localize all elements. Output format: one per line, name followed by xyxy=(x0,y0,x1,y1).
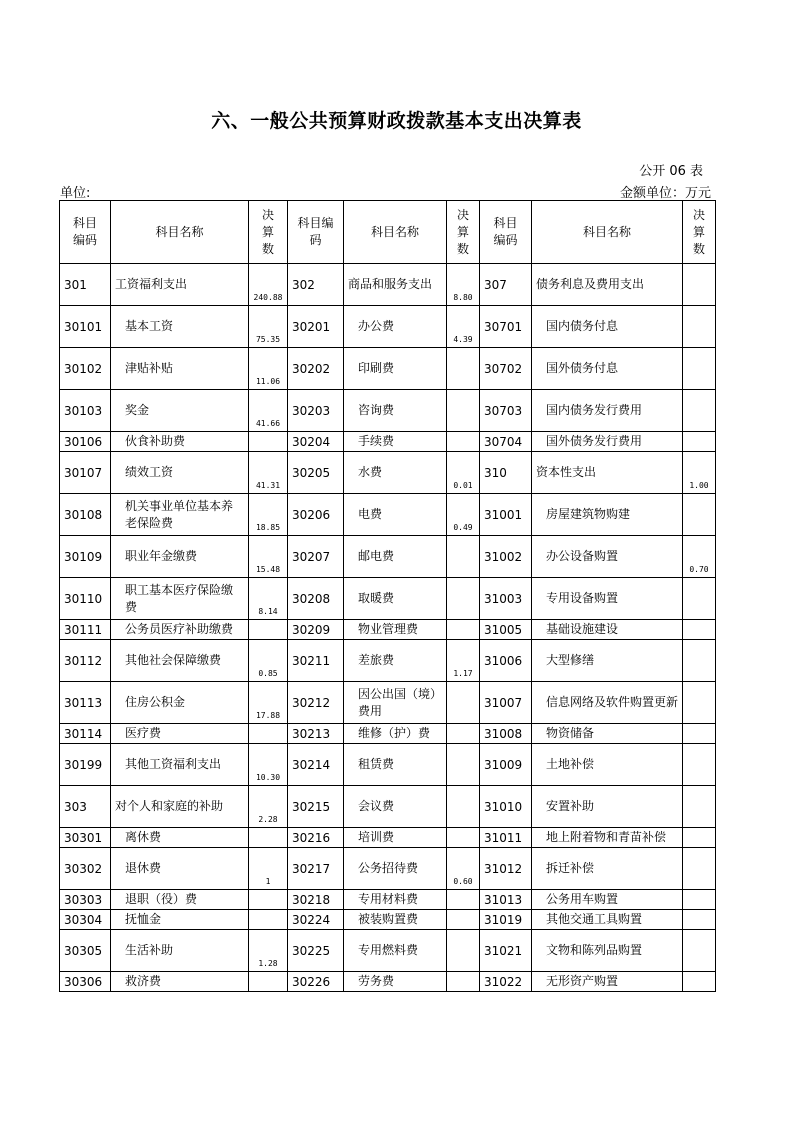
subject-name-cell: 工资福利支出 xyxy=(111,264,249,306)
table-row xyxy=(60,536,716,578)
amount-cell xyxy=(683,264,716,306)
amount-cell: 4.39 xyxy=(447,306,480,348)
table-row xyxy=(60,390,716,432)
amount-cell xyxy=(447,890,480,910)
subject-name-cell: 公务员医疗补助缴费 xyxy=(111,620,249,640)
header-name-3: 科目名称 xyxy=(532,201,683,264)
subject-name-cell: 基本工资 xyxy=(111,306,249,348)
subject-name-cell: 水费 xyxy=(344,452,447,494)
table-row xyxy=(60,494,716,536)
subject-code-cell: 30205 xyxy=(288,452,344,494)
amount-cell: 17.88 xyxy=(249,682,288,724)
unit-label: 单位: xyxy=(60,186,91,201)
subject-name-cell: 伙食补助费 xyxy=(111,432,249,452)
subject-code-cell: 30218 xyxy=(288,890,344,910)
amount-cell xyxy=(447,972,480,992)
amount-cell: 240.88 xyxy=(249,264,288,306)
subject-code-cell: 30112 xyxy=(60,640,111,682)
subject-code-cell: 30306 xyxy=(60,972,111,992)
expenditure-table xyxy=(59,200,716,992)
subject-code-cell: 30304 xyxy=(60,910,111,930)
subject-code-cell: 30226 xyxy=(288,972,344,992)
subject-name-cell: 离休费 xyxy=(111,828,249,848)
header-amount-1 xyxy=(249,201,288,264)
amount-cell xyxy=(447,348,480,390)
header-code-2-text: 科目编 码 xyxy=(297,216,334,247)
subject-name-cell: 拆迁补偿 xyxy=(532,848,683,890)
subject-name-cell: 印刷费 xyxy=(344,348,447,390)
subject-code-cell: 30201 xyxy=(288,306,344,348)
amount-cell xyxy=(447,910,480,930)
amount-cell xyxy=(683,432,716,452)
subject-code-cell: 30216 xyxy=(288,828,344,848)
amount-cell: 15.48 xyxy=(249,536,288,578)
subject-code-cell: 30703 xyxy=(480,390,532,432)
amount-cell xyxy=(683,930,716,972)
amount-unit-label: 金额单位：万元 xyxy=(619,186,711,201)
amount-cell xyxy=(447,786,480,828)
subject-name-cell: 公务招待费 xyxy=(344,848,447,890)
subject-code-cell: 30111 xyxy=(60,620,111,640)
table-row xyxy=(60,890,716,910)
form-number: 公开 06 表 xyxy=(639,164,703,179)
subject-name-cell: 国内债务付息 xyxy=(532,306,683,348)
subject-name-cell: 咨询费 xyxy=(344,390,447,432)
subject-code-cell: 30302 xyxy=(60,848,111,890)
subject-name-cell: 劳务费 xyxy=(344,972,447,992)
subject-name-cell: 被装购置费 xyxy=(344,910,447,930)
subject-code-cell: 30704 xyxy=(480,432,532,452)
subject-name-cell: 国外债务发行费用 xyxy=(532,432,683,452)
subject-code-cell: 30207 xyxy=(288,536,344,578)
amount-cell xyxy=(683,744,716,786)
header-name-1: 科目名称 xyxy=(111,201,249,264)
subject-code-cell: 30209 xyxy=(288,620,344,640)
amount-cell: 0.85 xyxy=(249,640,288,682)
subject-name-cell: 专用材料费 xyxy=(344,890,447,910)
subject-code-cell: 30206 xyxy=(288,494,344,536)
amount-cell xyxy=(683,910,716,930)
subject-name-cell: 津贴补贴 xyxy=(111,348,249,390)
subject-name-cell: 资本性支出 xyxy=(532,452,683,494)
table-row xyxy=(60,972,716,992)
subject-name-cell: 信息网络及软件购置更新 xyxy=(532,682,683,724)
subject-name-cell: 租赁费 xyxy=(344,744,447,786)
subject-name-cell: 专用燃料费 xyxy=(344,930,447,972)
subject-name-cell: 土地补偿 xyxy=(532,744,683,786)
table-row xyxy=(60,682,716,724)
amount-cell: 0.01 xyxy=(447,452,480,494)
subject-code-cell: 30114 xyxy=(60,724,111,744)
subject-code-cell: 30208 xyxy=(288,578,344,620)
header-code-3 xyxy=(480,201,532,264)
subject-name-cell: 医疗费 xyxy=(111,724,249,744)
amount-cell: 1.17 xyxy=(447,640,480,682)
amount-cell: 2.28 xyxy=(249,786,288,828)
subject-code-cell: 31019 xyxy=(480,910,532,930)
amount-cell xyxy=(249,972,288,992)
subject-name-cell: 取暖费 xyxy=(344,578,447,620)
subject-code-cell: 30214 xyxy=(288,744,344,786)
subject-code-cell: 30102 xyxy=(60,348,111,390)
amount-cell xyxy=(683,828,716,848)
subject-name-cell: 职工基本医疗保险缴费 xyxy=(111,578,249,620)
subject-name-cell: 其他交通工具购置 xyxy=(532,910,683,930)
subject-name-cell: 物资储备 xyxy=(532,724,683,744)
subject-name-cell: 文物和陈列品购置 xyxy=(532,930,683,972)
amount-cell xyxy=(683,682,716,724)
amount-cell: 1.00 xyxy=(683,452,716,494)
amount-cell: 11.06 xyxy=(249,348,288,390)
amount-cell: 0.60 xyxy=(447,848,480,890)
subject-code-cell: 302 xyxy=(288,264,344,306)
amount-cell xyxy=(249,724,288,744)
amount-cell: 41.66 xyxy=(249,390,288,432)
table-row xyxy=(60,848,716,890)
subject-code-cell: 307 xyxy=(480,264,532,306)
subject-code-cell: 30113 xyxy=(60,682,111,724)
subject-code-cell: 30101 xyxy=(60,306,111,348)
subject-code-cell: 31002 xyxy=(480,536,532,578)
amount-cell xyxy=(683,724,716,744)
subject-name-cell: 国内债务发行费用 xyxy=(532,390,683,432)
subject-code-cell: 30702 xyxy=(480,348,532,390)
subject-code-cell: 31022 xyxy=(480,972,532,992)
subject-name-cell: 会议费 xyxy=(344,786,447,828)
header-code-3-text: 科目 编码 xyxy=(493,216,518,247)
subject-code-cell: 31012 xyxy=(480,848,532,890)
amount-cell xyxy=(249,432,288,452)
subject-name-cell: 基础设施建设 xyxy=(532,620,683,640)
subject-code-cell: 30213 xyxy=(288,724,344,744)
amount-cell xyxy=(447,390,480,432)
subject-name-cell: 手续费 xyxy=(344,432,447,452)
amount-cell xyxy=(447,930,480,972)
table-row xyxy=(60,306,716,348)
amount-cell xyxy=(447,620,480,640)
amount-cell: 8.14 xyxy=(249,578,288,620)
subject-code-cell: 30211 xyxy=(288,640,344,682)
amount-cell xyxy=(447,682,480,724)
header-code-1 xyxy=(60,201,111,264)
amount-cell: 0.49 xyxy=(447,494,480,536)
amount-cell: 10.30 xyxy=(249,744,288,786)
amount-cell: 18.85 xyxy=(249,494,288,536)
table-row xyxy=(60,432,716,452)
subject-code-cell: 31010 xyxy=(480,786,532,828)
subject-code-cell: 30203 xyxy=(288,390,344,432)
table-row xyxy=(60,724,716,744)
subject-name-cell: 住房公积金 xyxy=(111,682,249,724)
header-amount-3-text: 决 算 数 xyxy=(692,207,705,256)
subject-name-cell: 奖金 xyxy=(111,390,249,432)
subject-name-cell: 债务利息及费用支出 xyxy=(532,264,683,306)
subject-code-cell: 301 xyxy=(60,264,111,306)
subject-name-cell: 退休费 xyxy=(111,848,249,890)
subject-code-cell: 30110 xyxy=(60,578,111,620)
header-amount-3 xyxy=(683,201,716,264)
subject-name-cell: 培训费 xyxy=(344,828,447,848)
page-title: 六、一般公共预算财政拨款基本支出决算表 xyxy=(211,110,582,132)
subject-name-cell: 无形资产购置 xyxy=(532,972,683,992)
table-row xyxy=(60,828,716,848)
amount-cell xyxy=(683,494,716,536)
table-row xyxy=(60,744,716,786)
subject-name-cell: 生活补助 xyxy=(111,930,249,972)
amount-cell xyxy=(683,848,716,890)
table-row xyxy=(60,578,716,620)
subject-name-cell: 维修（护）费 xyxy=(344,724,447,744)
subject-code-cell: 30217 xyxy=(288,848,344,890)
subject-code-cell: 30301 xyxy=(60,828,111,848)
subject-name-cell: 退职（役）费 xyxy=(111,890,249,910)
amount-cell: 41.31 xyxy=(249,452,288,494)
table-body xyxy=(60,264,716,992)
amount-cell xyxy=(683,578,716,620)
subject-name-cell: 商品和服务支出 xyxy=(344,264,447,306)
table-header-row xyxy=(60,201,716,264)
subject-code-cell: 30202 xyxy=(288,348,344,390)
header-amount-2 xyxy=(447,201,480,264)
subject-name-cell: 大型修缮 xyxy=(532,640,683,682)
table-row xyxy=(60,930,716,972)
subject-name-cell: 其他社会保障缴费 xyxy=(111,640,249,682)
amount-cell xyxy=(683,390,716,432)
amount-cell xyxy=(447,432,480,452)
subject-code-cell: 303 xyxy=(60,786,111,828)
amount-cell xyxy=(683,620,716,640)
subject-code-cell: 30701 xyxy=(480,306,532,348)
subject-code-cell: 30305 xyxy=(60,930,111,972)
subject-code-cell: 31011 xyxy=(480,828,532,848)
subject-name-cell: 对个人和家庭的补助 xyxy=(111,786,249,828)
amount-cell xyxy=(683,306,716,348)
amount-cell xyxy=(249,828,288,848)
subject-code-cell: 30212 xyxy=(288,682,344,724)
subject-name-cell: 国外债务付息 xyxy=(532,348,683,390)
subject-name-cell: 抚恤金 xyxy=(111,910,249,930)
header-amount-1-text: 决 算 数 xyxy=(261,207,274,256)
subject-name-cell: 差旅费 xyxy=(344,640,447,682)
subject-code-cell: 30109 xyxy=(60,536,111,578)
amount-cell: 75.35 xyxy=(249,306,288,348)
table-row xyxy=(60,452,716,494)
subject-code-cell: 30106 xyxy=(60,432,111,452)
subject-name-cell: 公务用车购置 xyxy=(532,890,683,910)
subject-name-cell: 地上附着物和青苗补偿 xyxy=(532,828,683,848)
table-row xyxy=(60,640,716,682)
amount-cell xyxy=(447,744,480,786)
amount-cell xyxy=(683,890,716,910)
subject-code-cell: 30215 xyxy=(288,786,344,828)
subject-code-cell: 31001 xyxy=(480,494,532,536)
subject-name-cell: 专用设备购置 xyxy=(532,578,683,620)
table-row xyxy=(60,264,716,306)
table-row xyxy=(60,620,716,640)
subject-code-cell: 30303 xyxy=(60,890,111,910)
subject-code-cell: 31008 xyxy=(480,724,532,744)
amount-cell xyxy=(683,972,716,992)
amount-cell: 1.28 xyxy=(249,930,288,972)
subject-code-cell: 30204 xyxy=(288,432,344,452)
subject-name-cell: 救济费 xyxy=(111,972,249,992)
subject-code-cell: 30224 xyxy=(288,910,344,930)
amount-cell xyxy=(683,348,716,390)
amount-cell xyxy=(447,828,480,848)
amount-cell xyxy=(447,724,480,744)
subject-code-cell: 31021 xyxy=(480,930,532,972)
subject-name-cell: 物业管理费 xyxy=(344,620,447,640)
amount-cell xyxy=(683,640,716,682)
subject-name-cell: 安置补助 xyxy=(532,786,683,828)
subject-name-cell: 办公费 xyxy=(344,306,447,348)
subject-code-cell: 30107 xyxy=(60,452,111,494)
subject-name-cell: 因公出国（境）费用 xyxy=(344,682,447,724)
amount-cell xyxy=(447,578,480,620)
subject-code-cell: 31009 xyxy=(480,744,532,786)
subject-name-cell: 邮电费 xyxy=(344,536,447,578)
subject-name-cell: 电费 xyxy=(344,494,447,536)
header-name-2: 科目名称 xyxy=(344,201,447,264)
subject-code-cell: 30199 xyxy=(60,744,111,786)
subject-name-cell: 绩效工资 xyxy=(111,452,249,494)
amount-cell xyxy=(249,910,288,930)
amount-cell: 1 xyxy=(249,848,288,890)
amount-cell: 0.70 xyxy=(683,536,716,578)
subject-code-cell: 31013 xyxy=(480,890,532,910)
amount-cell xyxy=(447,536,480,578)
subject-code-cell: 31006 xyxy=(480,640,532,682)
subject-code-cell: 31003 xyxy=(480,578,532,620)
table-row xyxy=(60,910,716,930)
subject-name-cell: 其他工资福利支出 xyxy=(111,744,249,786)
amount-cell: 8.80 xyxy=(447,264,480,306)
amount-cell xyxy=(249,620,288,640)
table-row xyxy=(60,786,716,828)
header-code-1-text: 科目 编码 xyxy=(72,216,97,247)
subject-name-cell: 房屋建筑物购建 xyxy=(532,494,683,536)
subject-name-cell: 机关事业单位基本养老保险费 xyxy=(111,494,249,536)
subject-name-cell: 办公设备购置 xyxy=(532,536,683,578)
table-row xyxy=(60,348,716,390)
header-code-2 xyxy=(288,201,344,264)
amount-cell xyxy=(683,786,716,828)
subject-code-cell: 31005 xyxy=(480,620,532,640)
subject-code-cell: 30225 xyxy=(288,930,344,972)
subject-code-cell: 31007 xyxy=(480,682,532,724)
subject-code-cell: 30103 xyxy=(60,390,111,432)
subject-code-cell: 30108 xyxy=(60,494,111,536)
subject-code-cell: 310 xyxy=(480,452,532,494)
subject-name-cell: 职业年金缴费 xyxy=(111,536,249,578)
header-amount-2-text: 决 算 数 xyxy=(456,207,469,256)
amount-cell xyxy=(249,890,288,910)
